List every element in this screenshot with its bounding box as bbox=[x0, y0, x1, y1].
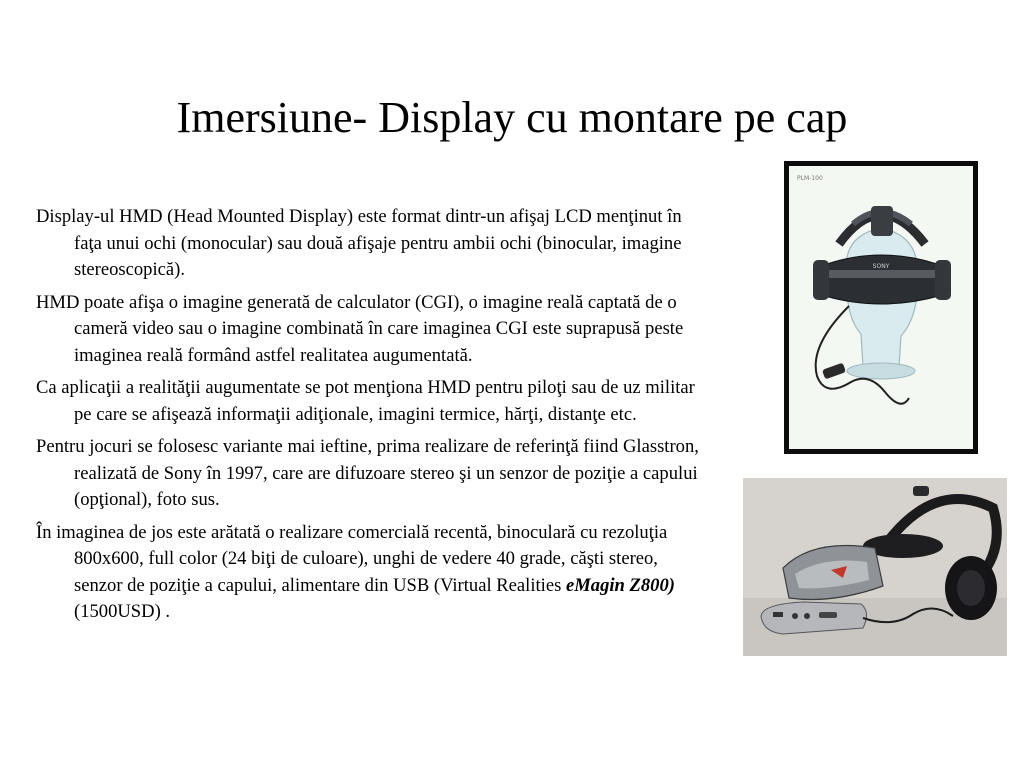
slide-title: Imersiune- Display cu montare pe cap bbox=[176, 93, 848, 142]
photo-sony-hmd bbox=[784, 161, 978, 454]
emagin-z800-illustration bbox=[743, 478, 1007, 656]
paragraph-hmd-cgi: HMD poate afişa o imagine generată de calculator (CGI), o imagine reală captată de o cameră video sau o imagine combinată în care imaginea CGI este suprapusă peste imaginea reală formând astfel realitatea augumentată. bbox=[36, 291, 684, 366]
photo-brand-text: SONY bbox=[872, 263, 890, 270]
paragraph-emagin bbox=[36, 520, 708, 626]
paragraph-emagin-product: eMagin Z800) bbox=[565, 574, 675, 596]
paragraph-applications: Ca aplicaţii a realităţii augumentate se pot menţiona HMD pentru piloţi sau de uz militar pe care se afişează informaţii adiţionale, imagini termice, hărţi, distanţe etc. bbox=[36, 377, 695, 425]
photo-label-text: PLM-100 bbox=[797, 175, 823, 182]
slide-body bbox=[36, 204, 708, 632]
paragraph-emagin-price: (1500USD) . bbox=[74, 601, 171, 622]
paragraph-emagin-text: În imaginea de jos este arătată o realizare comercială recentă, binoculară cu rezoluţia 800x600, full color (24 biţi de culoare), unghi de vedere 40 grade, căşti stereo, senzor de poziţie a capului, alimentare din USB (Virtual Realities bbox=[36, 521, 668, 596]
paragraph-glasstron: Pentru jocuri se folosesc variante mai ieftine, prima realizare de referinţă fiind Glasstron, realizată de Sony în 1997, care are difuzoare stereo şi un senzor de poziţie a capului (opţional), foto sus. bbox=[36, 436, 699, 510]
photo-sony-hmd-canvas bbox=[789, 166, 973, 449]
photo-emagin-z800 bbox=[743, 478, 1007, 656]
paragraph-hmd-definition: Display-ul HMD (Head Mounted Display) este format dintr-un afişaj LCD menţinut în faţa unui ochi (monocular) sau două afişaje pentru ambii ochi (binocular, imagine stereoscopică). bbox=[36, 206, 682, 280]
sony-hmd-illustration bbox=[789, 166, 973, 449]
